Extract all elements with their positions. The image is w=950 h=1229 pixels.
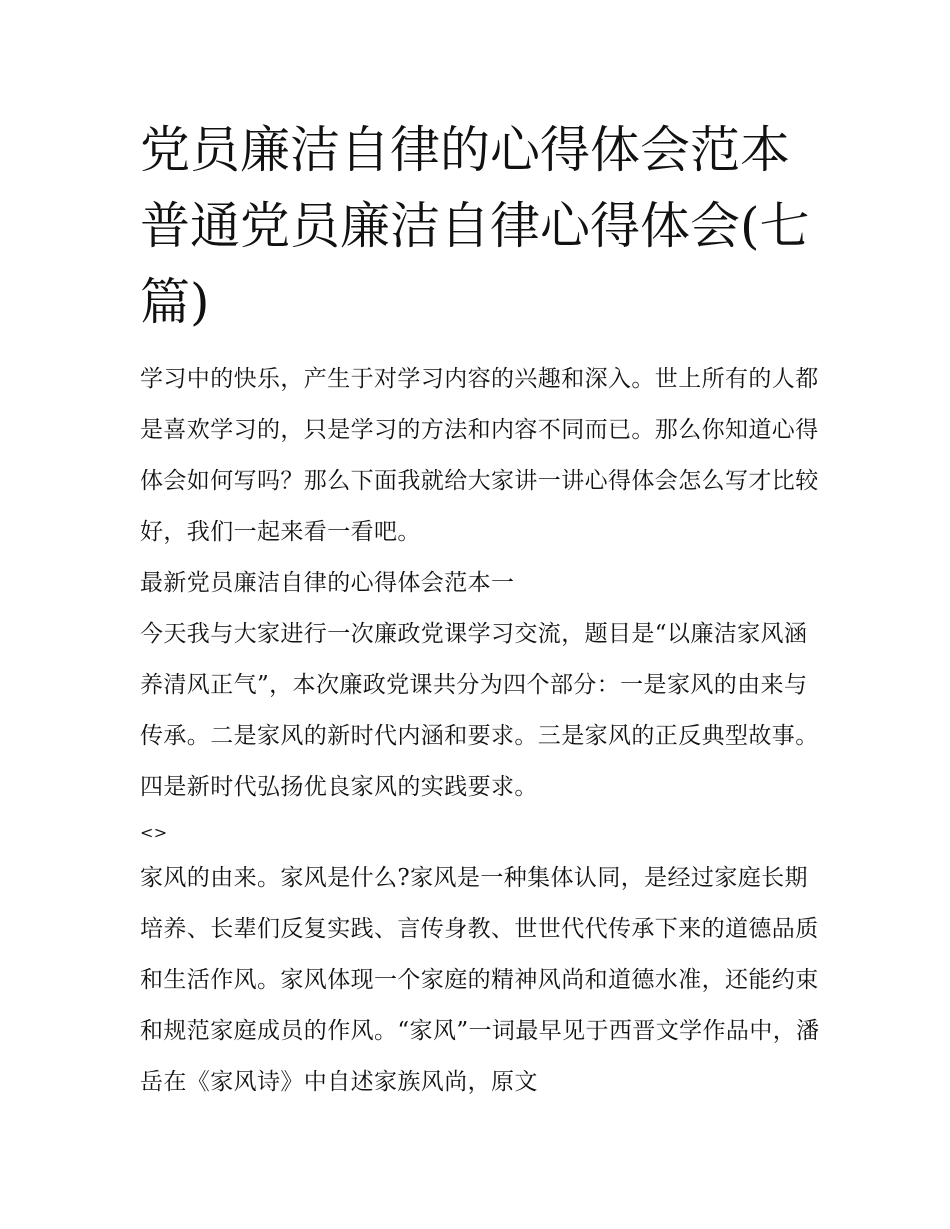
body-paragraph: 家风的由来。家风是什么?家风是一种集体认同，是经过家庭长期培养、长辈们反复实践、言传身教、世世代代传承下来的道德品质和生活作风。家风体现一个家庭的精神风尚和道德水准，还能约束和规范家庭成员的作风。“家风”一词最早见于西晋文学作品中，潘岳在《家风诗》中自述家族风尚，原文: [140, 865, 820, 1095]
document-content: [140, 112, 820, 1108]
placeholder-marker: <>: [140, 823, 168, 842]
body-paragraph: 今天我与大家进行一次廉政党课学习交流，题目是“以廉洁家风涵养清风正气”，本次廉政党课共分为四个部分：一是家风的由来与传承。二是家风的新时代内涵和要求。三是家风的正反典型故事。四是新时代弘扬优良家风的实践要求。: [140, 621, 819, 800]
section-heading: 最新党员廉洁自律的心得体会范本一: [140, 570, 515, 596]
intro-paragraph: 学习中的快乐，产生于对学习内容的兴趣和深入。世上所有的人都是喜欢学习的，只是学习的方法和内容不同而已。那么你知道心得体会如何写吗？那么下面我就给大家讲一讲心得体会怎么写才比较好，我们一起来看一看吧。: [140, 366, 819, 545]
document-body: [140, 354, 820, 1108]
document-title: 党员廉洁自律的心得体会范本普通党员廉洁自律心得体会(七篇): [140, 121, 810, 331]
